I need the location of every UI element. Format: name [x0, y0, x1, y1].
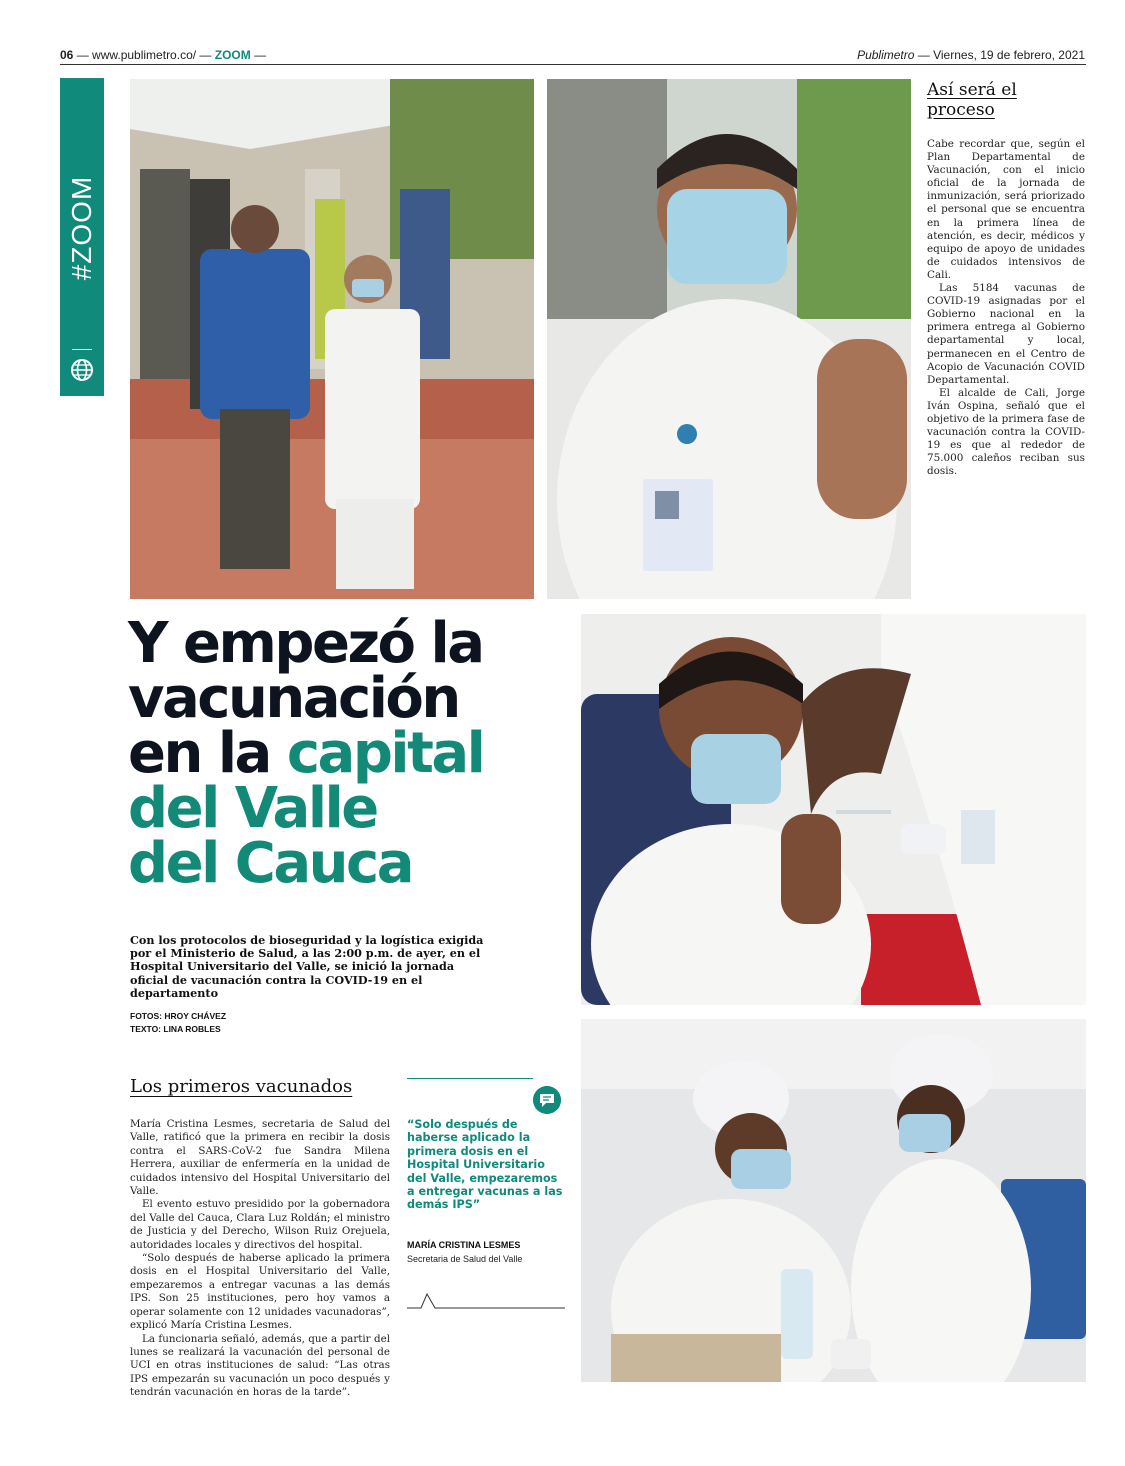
header-left [60, 48, 266, 62]
credits [130, 1010, 226, 1036]
photo-nurse-arm [547, 79, 911, 599]
globe-icon [70, 358, 94, 382]
deck-summary: Con los protocolos de bioseguridad y la logística exigida por el Ministerio de Salud, a las 2:00 p.m. de ayer, en el Hospital Universitario del Valle, se inició la jornada oficial de vacunación contra la COVID-19 en el departamento [130, 933, 484, 1000]
pull-quote: “Solo después de haberse aplicado la primera dosis en el Hospital Universitario del Valle, empezaremos a entregar vacunas a las demás IPS” [407, 1118, 563, 1212]
headline [128, 611, 568, 896]
article-paragraph: El evento estuvo presidido por la gobernadora del Valle del Cauca, Clara Luz Roldán; el ministro de Justicia y del Derecho, Wilson Ruiz Orejuela, autoridades locales y directivos del hospital. [130, 1198, 390, 1251]
section-dash: — [254, 48, 267, 62]
article-paragraph: La funcionaria señaló, además, que a partir del lunes se realizará la vacunación del personal de UCI en otras instituciones de salud: “Las otras IPS empezarán su vacunación un poco después y tendrán vacunación en horas de la tarde”. [130, 1332, 390, 1399]
sidebar-paragraph: El alcalde de Cali, Jorge Iván Ospina, señaló que el objetivo de la primera fase de vacunación contra la COVID-19 es que al rededor de 75.000 caleños reciban sus dosis. [927, 386, 1085, 478]
article-paragraph: “Solo después de haberse aplicado la primera dosis en el Hospital Universitario del Valle, empezaremos a entregar vacunas a las demás IPS. Son 25 instituciones, pero hoy vamos a operar solamente con 12 unidades vacunadoras”, explicó María Cristina Lesmes. [130, 1252, 390, 1332]
quote-divider-wave [407, 1290, 565, 1310]
side-tag-label: #ZOOM [66, 175, 97, 281]
headline-line-1: Y empezó la [128, 611, 483, 676]
text-credit: TEXTO: LINA ROBLES [130, 1024, 221, 1034]
speech-bubble-icon [533, 1086, 561, 1114]
sidebar-paragraph: Las 5184 vacunas de COVID-19 asignadas por el Gobierno nacional en la primera entrega al Gobierno departamental y local, permanecen en el Centro de Acopio de Vacunación COVID Departamental. [927, 282, 1085, 386]
quote-role: Secretaria de Salud del Valle [407, 1254, 523, 1264]
photo-nurses-preparing [581, 1019, 1086, 1382]
photo-vaccination [581, 614, 1086, 1005]
photo-event-outdoor [130, 79, 534, 599]
article-paragraph: María Cristina Lesmes, secretaria de Salud del Valle, ratificó que la primera en recibir la dosis contra el SARS-CoV-2 fue Sandra Milena Herrera, auxiliar de enfermería en la unidad de cuidados intensivo del Hospital Universitario del Valle. [130, 1118, 390, 1198]
quote-rule [407, 1078, 533, 1079]
section-side-tag [60, 78, 104, 396]
headline-line-4: del Valle [128, 776, 377, 841]
quote-author: MARÍA CRISTINA LESMES [407, 1240, 521, 1250]
section-label: ZOOM [214, 48, 251, 62]
sidebar-body [927, 138, 1085, 478]
sidebar-paragraph: Cabe recordar que, según el Plan Departamental de Vacunación, con el inicio oficial de la jornada de inmunización, será priorizado el personal que se encuentra en la primera línea de atención, es decir, médicos y equipo de apoyo de unidades de cuidados intensivos de Cali. [927, 138, 1085, 281]
headline-line-3-dark: en la [128, 721, 287, 786]
headline-line-3 [128, 721, 568, 786]
header-right [857, 48, 1085, 62]
issue-date: — Viernes, 19 de febrero, 2021 [917, 48, 1085, 62]
publication-name: Publimetro [857, 48, 915, 62]
photo-credit: FOTOS: HROY CHÁVEZ [130, 1011, 227, 1021]
sidebar-title: Así será el proceso [927, 80, 1017, 120]
headline-line-3-accent: capital [286, 721, 484, 786]
website: — www.publimetro.co/ — [76, 48, 212, 62]
headline-line-2: vacunación [128, 666, 459, 731]
headline-line-5: del Cauca [128, 831, 412, 896]
page-number: 06 [60, 48, 74, 62]
header-rule [60, 64, 1086, 65]
side-tag-divider [72, 349, 92, 350]
article-title: Los primeros vacunados [130, 1076, 353, 1097]
article-body [130, 1118, 390, 1400]
